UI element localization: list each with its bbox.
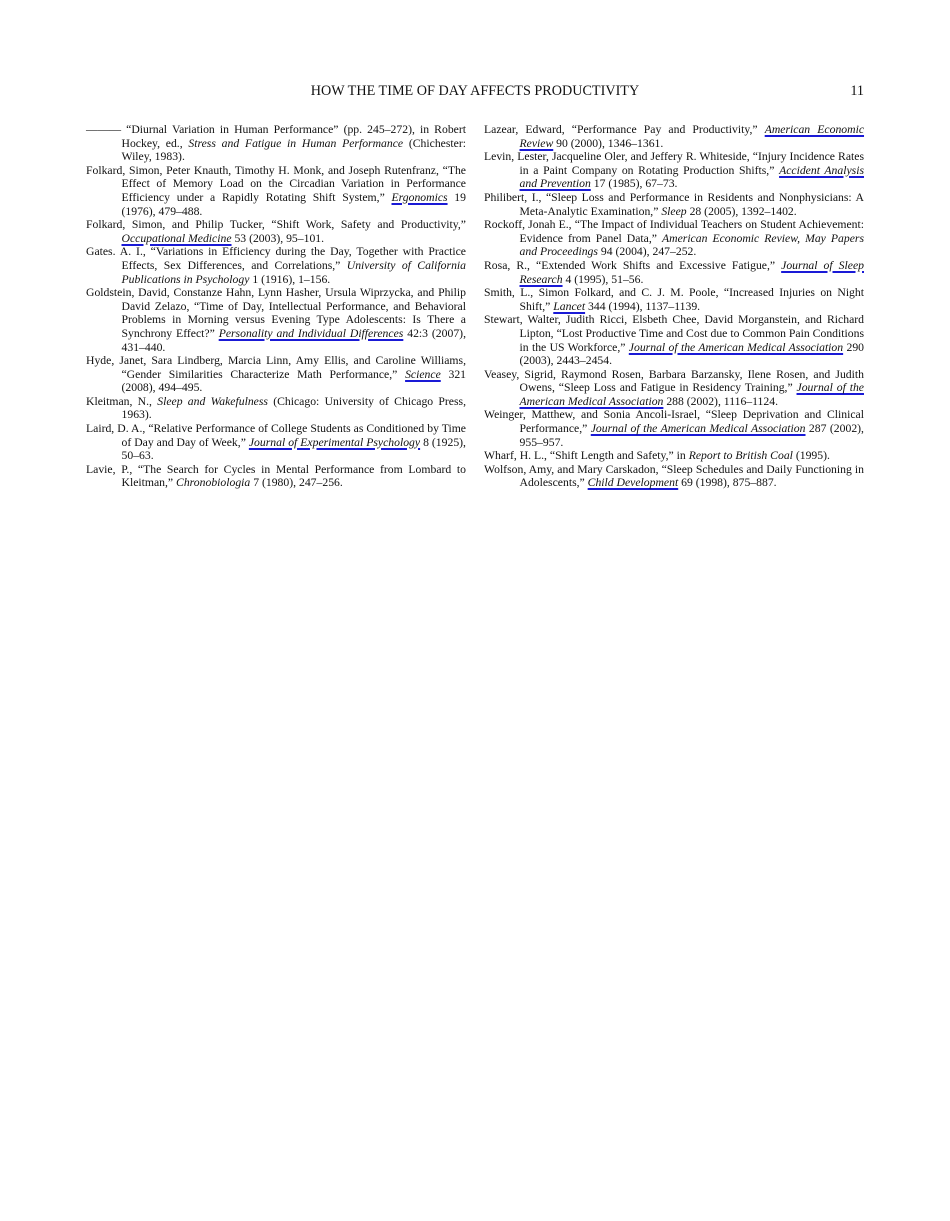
journal-link[interactable]: Journal of the American Medical Association — [628, 340, 844, 354]
reference-entry: Smith, L., Simon Folkard, and C. J. M. Poole, “Increased Injuries on Night Shift,” Lancet 344 (1994), 1137–1139. — [484, 286, 864, 313]
reference-entry: Laird, D. A., “Relative Performance of College Students as Conditioned by Time of Day and Day of Week,” Journal of Experimental Psychology 8 (1925), 50–63. — [86, 422, 466, 463]
reference-entry: Lazear, Edward, “Performance Pay and Productivity,” American Economic Review 90 (2000), 1346–1361. — [484, 123, 865, 150]
journal-link[interactable]: Journal of the American Medical Association — [519, 381, 864, 408]
journal-title: American Economic Review, May Papers and Proceedings — [519, 231, 864, 259]
reference-entry: Hyde, Janet, Sara Lindberg, Marcia Linn, Amy Ellis, and Caroline Williams, “Gender Similarities Characterize Math Performance,” Science 321 (2008), 494–495. — [86, 354, 467, 395]
report-title: Report to British Coal — [688, 449, 793, 463]
journal-link[interactable]: Child Development — [587, 476, 679, 490]
reference-entry: Veasey, Sigrid, Raymond Rosen, Barbara Barzansky, Ilene Rosen, and Judith Owens, “Sleep Loss and Fatigue in Residency Training,” Journal of the American Medical Association 288 (2002), 1116–1124. — [484, 367, 864, 408]
reference-entry: Goldstein, David, Constanze Hahn, Lynn Hasher, Ursula Wiprzycka, and Philip David Zelazo, “Time of Day, Intellectual Performance, and Behavioral Problems in Morning versus Evening Type Adolescents: Is There a Synchrony Effect?” Personality and Individual Differences 42:3 (2007), 431–440. — [86, 286, 466, 354]
reference-entry: Folkard, Simon, Peter Knauth, Timothy H. Monk, and Joseph Rutenfranz, “The Effect of Memory Load on the Circadian Variation in Performance Efficiency under a Rapidly Rotating Shift System,” Ergonomics 19 (1976), 479–488. — [86, 163, 466, 218]
reference-entry: ——— “Diurnal Variation in Human Performance” (pp. 245–272), in Robert Hockey, ed., Stress and Fatigue in Human Performance (Chichester: Wiley, 1983). — [86, 123, 466, 164]
reference-entry: Gates. A. I., “Variations in Efficiency during the Day, Together with Practice Effects, Sex Differences, and Correlations,” University of California Publications in Psychology 1 (1916), 1–156. — [86, 245, 467, 286]
journal-title: Chronobiologia — [176, 476, 251, 490]
book-title: Stress and Fatigue in Human Performance — [188, 136, 404, 150]
journal-link[interactable]: Personality and Individual Differences — [218, 326, 404, 340]
reference-entry: Folkard, Simon, and Philip Tucker, “Shift Work, Safety and Productivity,” Occupational Medicine 53 (2003), 95–101. — [86, 218, 466, 245]
running-title: HOW THE TIME OF DAY AFFECTS PRODUCTIVITY — [310, 83, 640, 99]
journal-link[interactable]: Ergonomics — [391, 190, 448, 204]
reference-entry: Wolfson, Amy, and Mary Carskadon, “Sleep Schedules and Daily Functioning in Adolescents,” Child Development 69 (1998), 875–887. — [484, 462, 864, 490]
journal-link[interactable]: Journal of Experimental Psychology — [248, 435, 421, 449]
reference-entry: Weinger, Matthew, and Sonia Ancoli-Israel, “Sleep Deprivation and Clinical Performance,” Journal of the American Medical Association 287 (2002), 955–957. — [484, 408, 864, 449]
journal-link[interactable]: American Economic Review — [519, 123, 865, 150]
reference-entry: Lavie, P., “The Search for Cycles in Mental Performance from Lombard to Kleitman,” Chronobiologia 7 (1980), 247–256. — [86, 462, 466, 490]
reference-entry: Wharf, H. L., “Shift Length and Safety,” in Report to British Coal (1995). — [484, 449, 830, 463]
journal-title: Sleep — [661, 204, 687, 218]
reference-entry: Kleitman, N., Sleep and Wakefulness (Chicago: University of Chicago Press, 1963). — [86, 394, 466, 422]
reference-entry: Levin, Lester, Jacqueline Oler, and Jeffery R. Whiteside, “Injury Incidence Rates in a Paint Company on Rotating Production Shifts,” Accident Analysis and Prevention 17 (1985), 67–73. — [484, 150, 864, 191]
book-title: Sleep and Wakefulness — [157, 394, 268, 408]
reference-entry: Rosa, R., “Extended Work Shifts and Excessive Fatigue,” Journal of Sleep Research 4 (1995), 51–56. — [484, 258, 864, 286]
journal-link[interactable]: Journal of the American Medical Association — [590, 422, 806, 436]
journal-link[interactable]: Accident Analysis and Prevention — [519, 163, 864, 191]
references-right-column — [484, 123, 864, 490]
journal-link[interactable]: Journal of Sleep Research — [519, 258, 864, 286]
journal-title: University of California Publications in Psychology — [121, 258, 467, 286]
journal-link[interactable]: Lancet — [553, 299, 586, 313]
journal-link[interactable]: Occupational Medicine — [121, 231, 232, 245]
reference-entry: Rockoff, Jonah E., “The Impact of Individual Teachers on Student Achievement: Evidence from Panel Data,” American Economic Review, May Papers and Proceedings 94 (2004), 247–252. — [484, 218, 864, 259]
reference-entry: Stewart, Walter, Judith Ricci, Elsbeth Chee, David Morganstein, and Richard Lipton, “Lost Productive Time and Cost due to Common Pain Conditions in the US Workforce,” Journal of the American Medical Association 290 (2003), 2443–2454. — [484, 313, 865, 368]
page-number: 11 — [850, 83, 864, 99]
journal-link[interactable]: Science — [405, 367, 441, 381]
reference-entry: Philibert, I., “Sleep Loss and Performance in Residents and Nonphysicians: A Meta-Analytic Examination,” Sleep 28 (2005), 1392–1402. — [484, 190, 864, 218]
references-left-column — [86, 123, 466, 490]
